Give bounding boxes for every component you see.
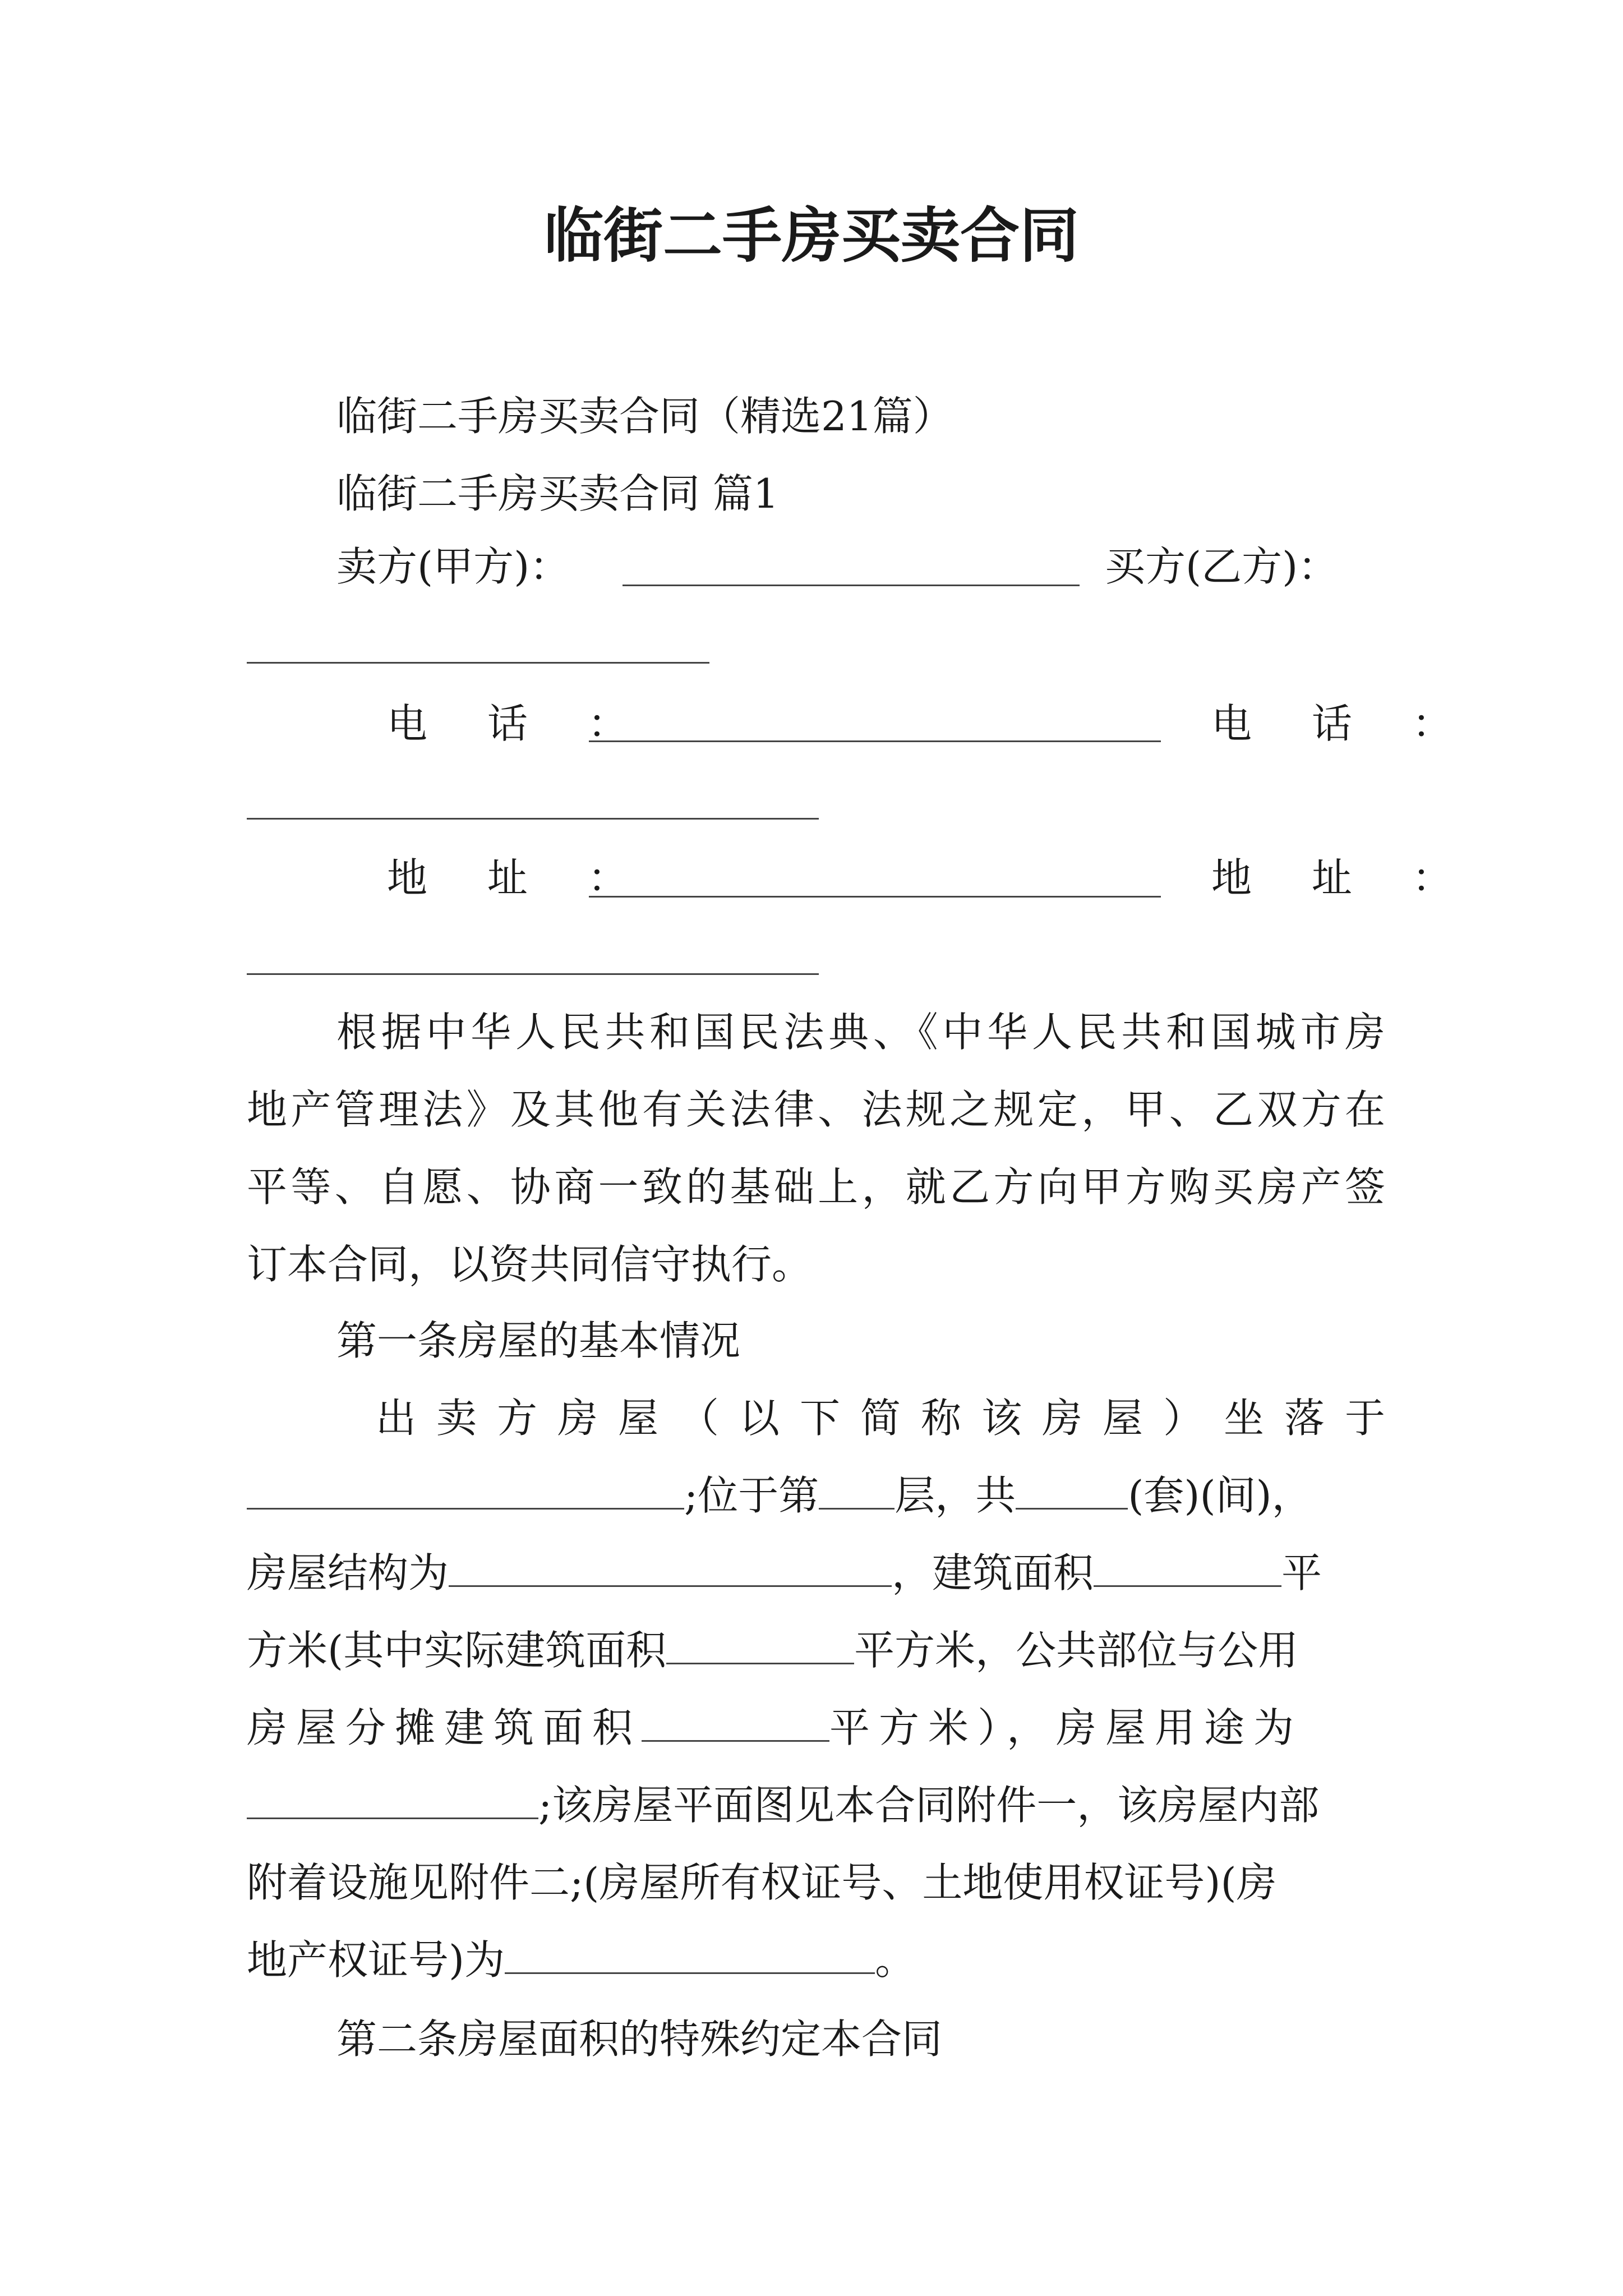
article1-line-6 — [247, 1777, 1319, 1833]
structure-label: 房屋结构为 — [247, 1549, 449, 1596]
building-area-label: ，建筑面积 — [892, 1549, 1094, 1596]
article1-line-7: 附着设施见附件二;(房屋所有权证号、土地使用权证号)(房 — [247, 1859, 1277, 1906]
intro-line-4: 订本合同，以资共同信守执行。 — [247, 1241, 813, 1288]
article1-line-2 — [247, 1467, 1312, 1524]
shared-area-blank[interactable] — [642, 1702, 829, 1742]
article1-line-5 — [247, 1700, 1303, 1756]
buyer-phone-label: 电 话 ： — [1211, 700, 1476, 747]
actual-area-label: 方米(其中实际建筑面积 — [247, 1627, 667, 1674]
total-blank[interactable] — [1016, 1470, 1128, 1510]
floor-plan-text: ;该房屋平面图见本合同附件一，该房屋内部 — [538, 1782, 1320, 1829]
article1-line-4 — [247, 1622, 1298, 1678]
buyer-phone-blank[interactable] — [247, 818, 819, 820]
buyer-label: 买方(乙方)： — [1105, 543, 1339, 590]
floor-label: ;位于第 — [684, 1472, 819, 1519]
document-subtitle: 临街二手房买卖合同（精选21篇） — [336, 393, 953, 440]
usage-label: 平方米），房屋用途为 — [829, 1704, 1303, 1751]
floor-blank[interactable] — [819, 1470, 895, 1510]
buyer-name-blank[interactable] — [247, 662, 709, 664]
certificate-label: 地产权证号)为 — [247, 1936, 505, 1984]
seller-phone-label: 电 话 ： — [387, 700, 652, 747]
usage-blank[interactable] — [247, 1779, 538, 1819]
period: 。 — [875, 1936, 916, 1984]
intro-line-2: 地产管理法》及其他有关法律、法规之规定，甲、乙双方在 — [247, 1086, 1385, 1133]
unit-label: (套)(间)， — [1128, 1472, 1312, 1519]
structure-blank[interactable] — [449, 1547, 892, 1587]
buyer-address-label: 地 址 ： — [1211, 854, 1476, 901]
seller-name-blank[interactable] — [623, 585, 1080, 586]
article1-line-3 — [247, 1545, 1322, 1601]
public-area-label: 平方米，公共部位与公用 — [854, 1627, 1299, 1674]
article1-line-8 — [247, 1932, 915, 1988]
seller-address-blank[interactable] — [589, 896, 1161, 898]
shared-area-label: 房屋分摊建筑面积 — [247, 1704, 642, 1751]
seller-label: 卖方(甲方)： — [336, 543, 570, 590]
section-heading: 临街二手房买卖合同 篇1 — [336, 470, 779, 517]
seller-address-label: 地 址 ： — [387, 854, 652, 901]
article1-line-1: 出卖方房屋（以下简称该房屋）坐落于 — [376, 1395, 1385, 1442]
building-area-blank[interactable] — [1094, 1547, 1281, 1587]
intro-line-1: 根据中华人民共和国民法典、《中华人民共和国城市房 — [336, 1009, 1385, 1056]
actual-area-blank[interactable] — [666, 1625, 854, 1664]
document-title: 临街二手房买卖合同 — [544, 200, 1079, 270]
intro-line-3: 平等、自愿、协商一致的基础上，就乙方向甲方购买房产签 — [247, 1163, 1385, 1211]
article2-heading: 第二条房屋面积的特殊约定本合同 — [336, 2016, 943, 2063]
total-label: 层，共 — [895, 1472, 1016, 1519]
square-label: 平 — [1281, 1549, 1322, 1596]
seller-phone-blank[interactable] — [589, 740, 1161, 742]
certificate-blank[interactable] — [505, 1934, 875, 1974]
location-blank[interactable] — [247, 1470, 684, 1510]
buyer-address-blank[interactable] — [247, 973, 819, 975]
article1-heading: 第一条房屋的基本情况 — [336, 1317, 741, 1364]
